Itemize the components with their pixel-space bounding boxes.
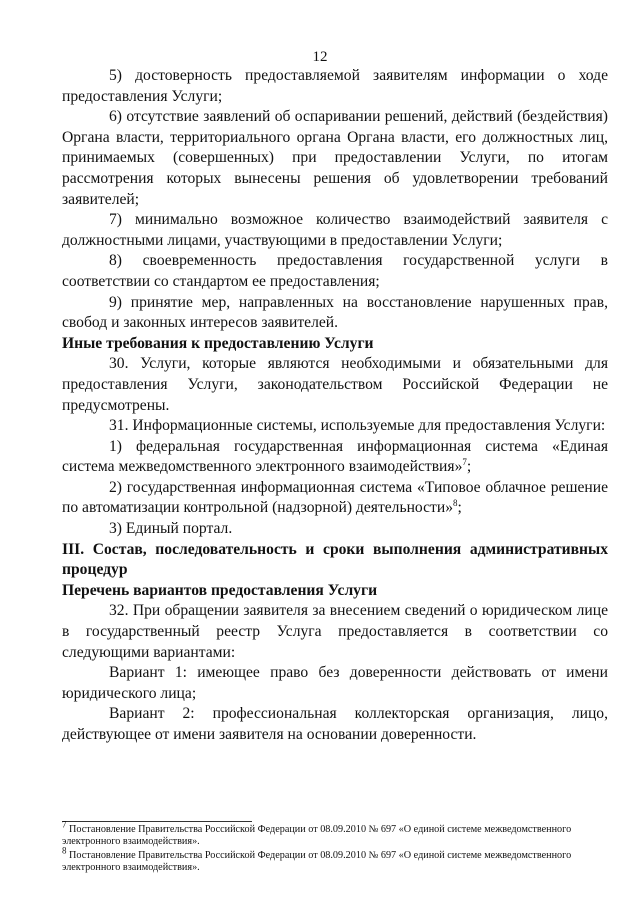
- variant-2: Вариант 2: профессиональная коллекторская организация, лицо, действующее от имени заявителя на основании доверенности.: [62, 705, 608, 743]
- footnote-7: [62, 819, 617, 849]
- heading-variants-list: Перечень вариантов предоставления Услуги: [62, 581, 378, 599]
- footnote-divider: [62, 821, 252, 822]
- paragraph-31-item-2: [62, 478, 608, 519]
- paragraph-31-item-3: 3) Единый портал.: [109, 520, 233, 538]
- criterion-7: 7) минимально возможное количество взаимодействий заявителя с должностными лицами, участвующими в предоставлении Услуги;: [62, 211, 608, 249]
- item-2-end: ;: [457, 499, 462, 517]
- criterion-5: 5) достоверность предоставляемой заявителям информации о ходе предоставления Услуги;: [62, 67, 608, 105]
- criterion-6: 6) отсутствие заявлений об оспаривании решений, действий (бездействия) Органа власти, территориального органа Органа власти, его должностных лиц, принимаемых (совершенных) при предоставлении Услуги, по итогам рассмотрения которых вынесены решения об удовлетворении требований заявителей;: [62, 108, 608, 208]
- item-1-text: 1) федеральная государственная информационная система «Единая система межведомственного электронного взаимодействия»: [62, 437, 608, 476]
- item-2-text: 2) государственная информационная система «Типовое облачное решение по автоматизации контрольной (надзорной) деятельности»: [62, 478, 608, 517]
- variant-1: Вариант 1: имеющее право без доверенности действовать от имени юридического лица;: [62, 664, 608, 702]
- page-number: 12: [312, 49, 328, 65]
- document-body: [62, 66, 608, 746]
- section-heading: III. Состав, последовательность и сроки выполнения административных процедур: [62, 540, 608, 579]
- footnote-mark: 8: [62, 845, 67, 856]
- footnote-mark: 7: [62, 819, 67, 830]
- criterion-9: 9) принятие мер, направленных на восстановление нарушенных прав, свобод и законных интересов заявителей.: [62, 293, 608, 332]
- paragraph-31: 31. Информационные системы, используемые для предоставления Услуги:: [109, 417, 606, 435]
- footnote-ref-7: 7: [462, 457, 467, 468]
- paragraph-30: 30. Услуги, которые являются необходимыми и обязательными для предоставления Услуги, законодательством Российской Федерации не предусмотрены.: [62, 355, 608, 414]
- footnote-8: [62, 845, 617, 875]
- paragraph-31-item-1: [62, 437, 608, 478]
- heading-other-requirements: Иные требования к предоставлению Услуги: [62, 334, 374, 352]
- item-1-end: ;: [466, 458, 472, 476]
- criterion-8: 8) своевременность предоставления государственной услуги в соответствии со стандартом ее предоставления;: [62, 252, 608, 290]
- footnote-text: Постановление Правительства Российской Федерации от 08.09.2010 № 697 «О единой системе межведомственного электронного взаимодействия».: [62, 850, 572, 874]
- paragraph-32: 32. При обращении заявителя за внесением сведений о юридическом лице в государственный реестр Услуга предоставляется в соответствии со следующими вариантами:: [62, 602, 608, 661]
- footnote-ref-8: 8: [453, 498, 458, 509]
- footnote-text: Постановление Правительства Российской Федерации от 08.09.2010 № 697 «О единой системе межведомственного электронного взаимодействия».: [62, 824, 572, 848]
